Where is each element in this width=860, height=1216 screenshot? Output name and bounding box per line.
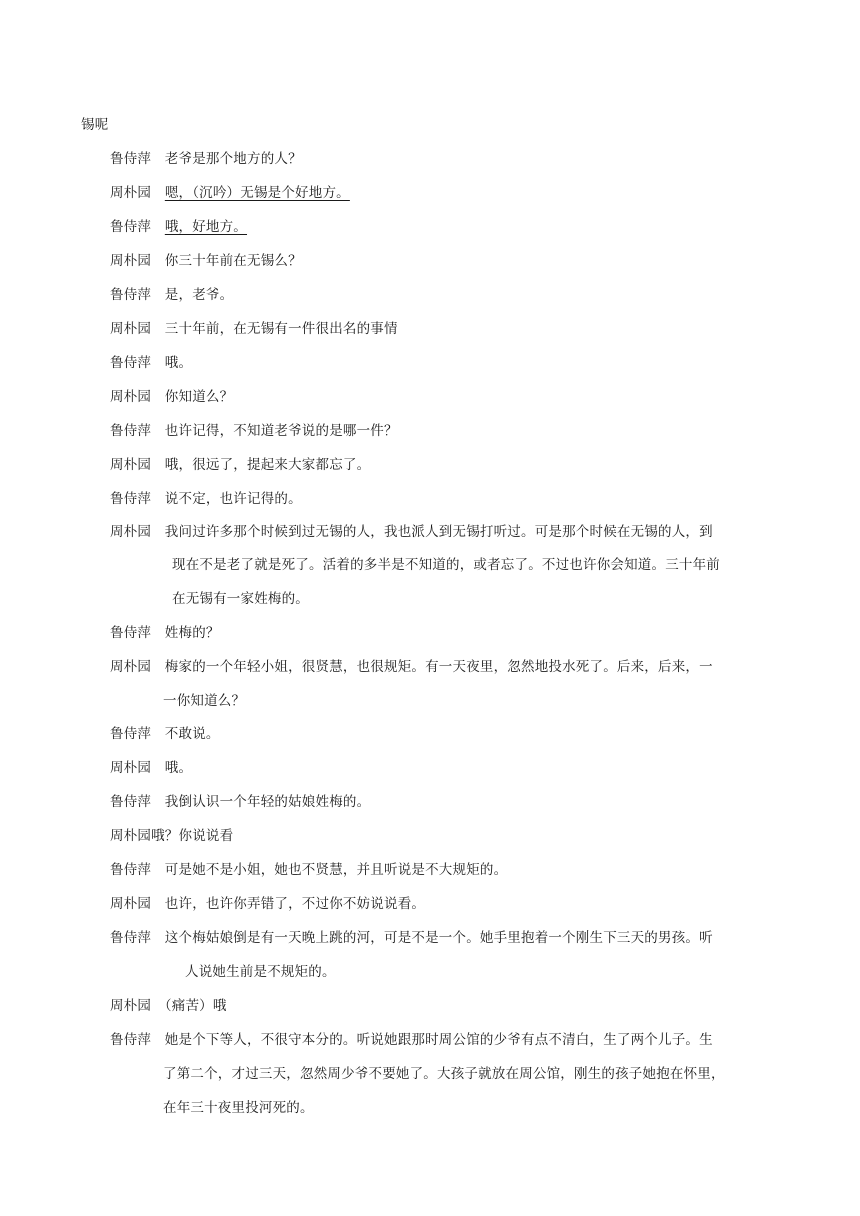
dialogue-line: 周朴园哦？你说说看 <box>110 828 234 844</box>
dialogue-continuation: 一你知道么？ <box>163 693 246 709</box>
text-line: 锡呢 <box>81 117 109 133</box>
dialogue-continuation: 人说她生前是不规矩的。 <box>185 964 336 980</box>
dialogue-line <box>110 181 350 201</box>
dialogue-line: 鲁侍萍 哦。 <box>110 355 193 371</box>
dialogue-continuation: 现在不是老了就是死了。活着的多半是不知道的，或者忘了。不过也许你会知道。三十年前 <box>172 557 720 573</box>
dialogue-line-underlined: 周朴园 嗯，（沉吟）无锡是个好地方。 <box>110 185 350 201</box>
dialogue-continuation: 了第二个，才过三天，忽然周少爷不要她了。大孩子就放在周公馆，刚生的孩子她抱在怀里， <box>163 1066 725 1082</box>
dialogue-line: 周朴园 （痛苦）哦 <box>110 998 227 1014</box>
dialogue-line: 鲁侍萍 说不定，也许记得的。 <box>110 491 302 507</box>
dialogue-line: 周朴园 我问过许多那个时候到过无锡的人，我也派人到无锡打听过。可是那个时候在无锡的人，到 <box>110 524 713 540</box>
dialogue-line: 周朴园 哦，很远了，提起来大家都忘了。 <box>110 457 371 473</box>
dialogue-line: 鲁侍萍 不敢说。 <box>110 726 220 742</box>
dialogue-line: 周朴园 哦。 <box>110 760 193 776</box>
dialogue-line: 鲁侍萍 老爷是那个地方的人？ <box>110 151 302 167</box>
dialogue-line: 鲁侍萍 这个梅姑娘倒是有一天晚上跳的河，可是不是一个。她手里抱着一个刚生下三天的男孩。听 <box>110 930 713 946</box>
dialogue-line: 鲁侍萍 姓梅的？ <box>110 625 220 641</box>
dialogue-line: 鲁侍萍 可是她不是小姐，她也不贤慧，并且听说是不大规矩的。 <box>110 862 508 878</box>
dialogue-line: 周朴园 你知道么？ <box>110 389 234 405</box>
dialogue-line: 鲁侍萍 哦，好地方。 <box>110 219 248 235</box>
dialogue-continuation: 在年三十夜里投河死的。 <box>163 1100 314 1116</box>
dialogue-line: 鲁侍萍 她是个下等人，不很守本分的。听说她跟那时周公馆的少爷有点不清白，生了两个儿子。生 <box>110 1032 713 1048</box>
dialogue-line: 周朴园 你三十年前在无锡么？ <box>110 253 302 269</box>
dialogue-line: 周朴园 梅家的一个年轻小姐，很贤慧，也很规矩。有一天夜里，忽然地投水死了。后来，后来，一 <box>110 659 713 675</box>
dialogue-line: 鲁侍萍 也许记得，不知道老爷说的是哪一件？ <box>110 423 398 439</box>
dialogue-line: 鲁侍萍 是，老爷。 <box>110 287 234 303</box>
dialogue-continuation: 在无锡有一家姓梅的。 <box>172 591 309 607</box>
dialogue-line: 周朴园 也许，也许你弄错了，不过你不妨说说看。 <box>110 896 426 912</box>
dialogue-line: 周朴园 三十年前，在无锡有一件很出名的事情 <box>110 321 398 337</box>
dialogue-line: 鲁侍萍 我倒认识一个年轻的姑娘姓梅的。 <box>110 794 371 810</box>
